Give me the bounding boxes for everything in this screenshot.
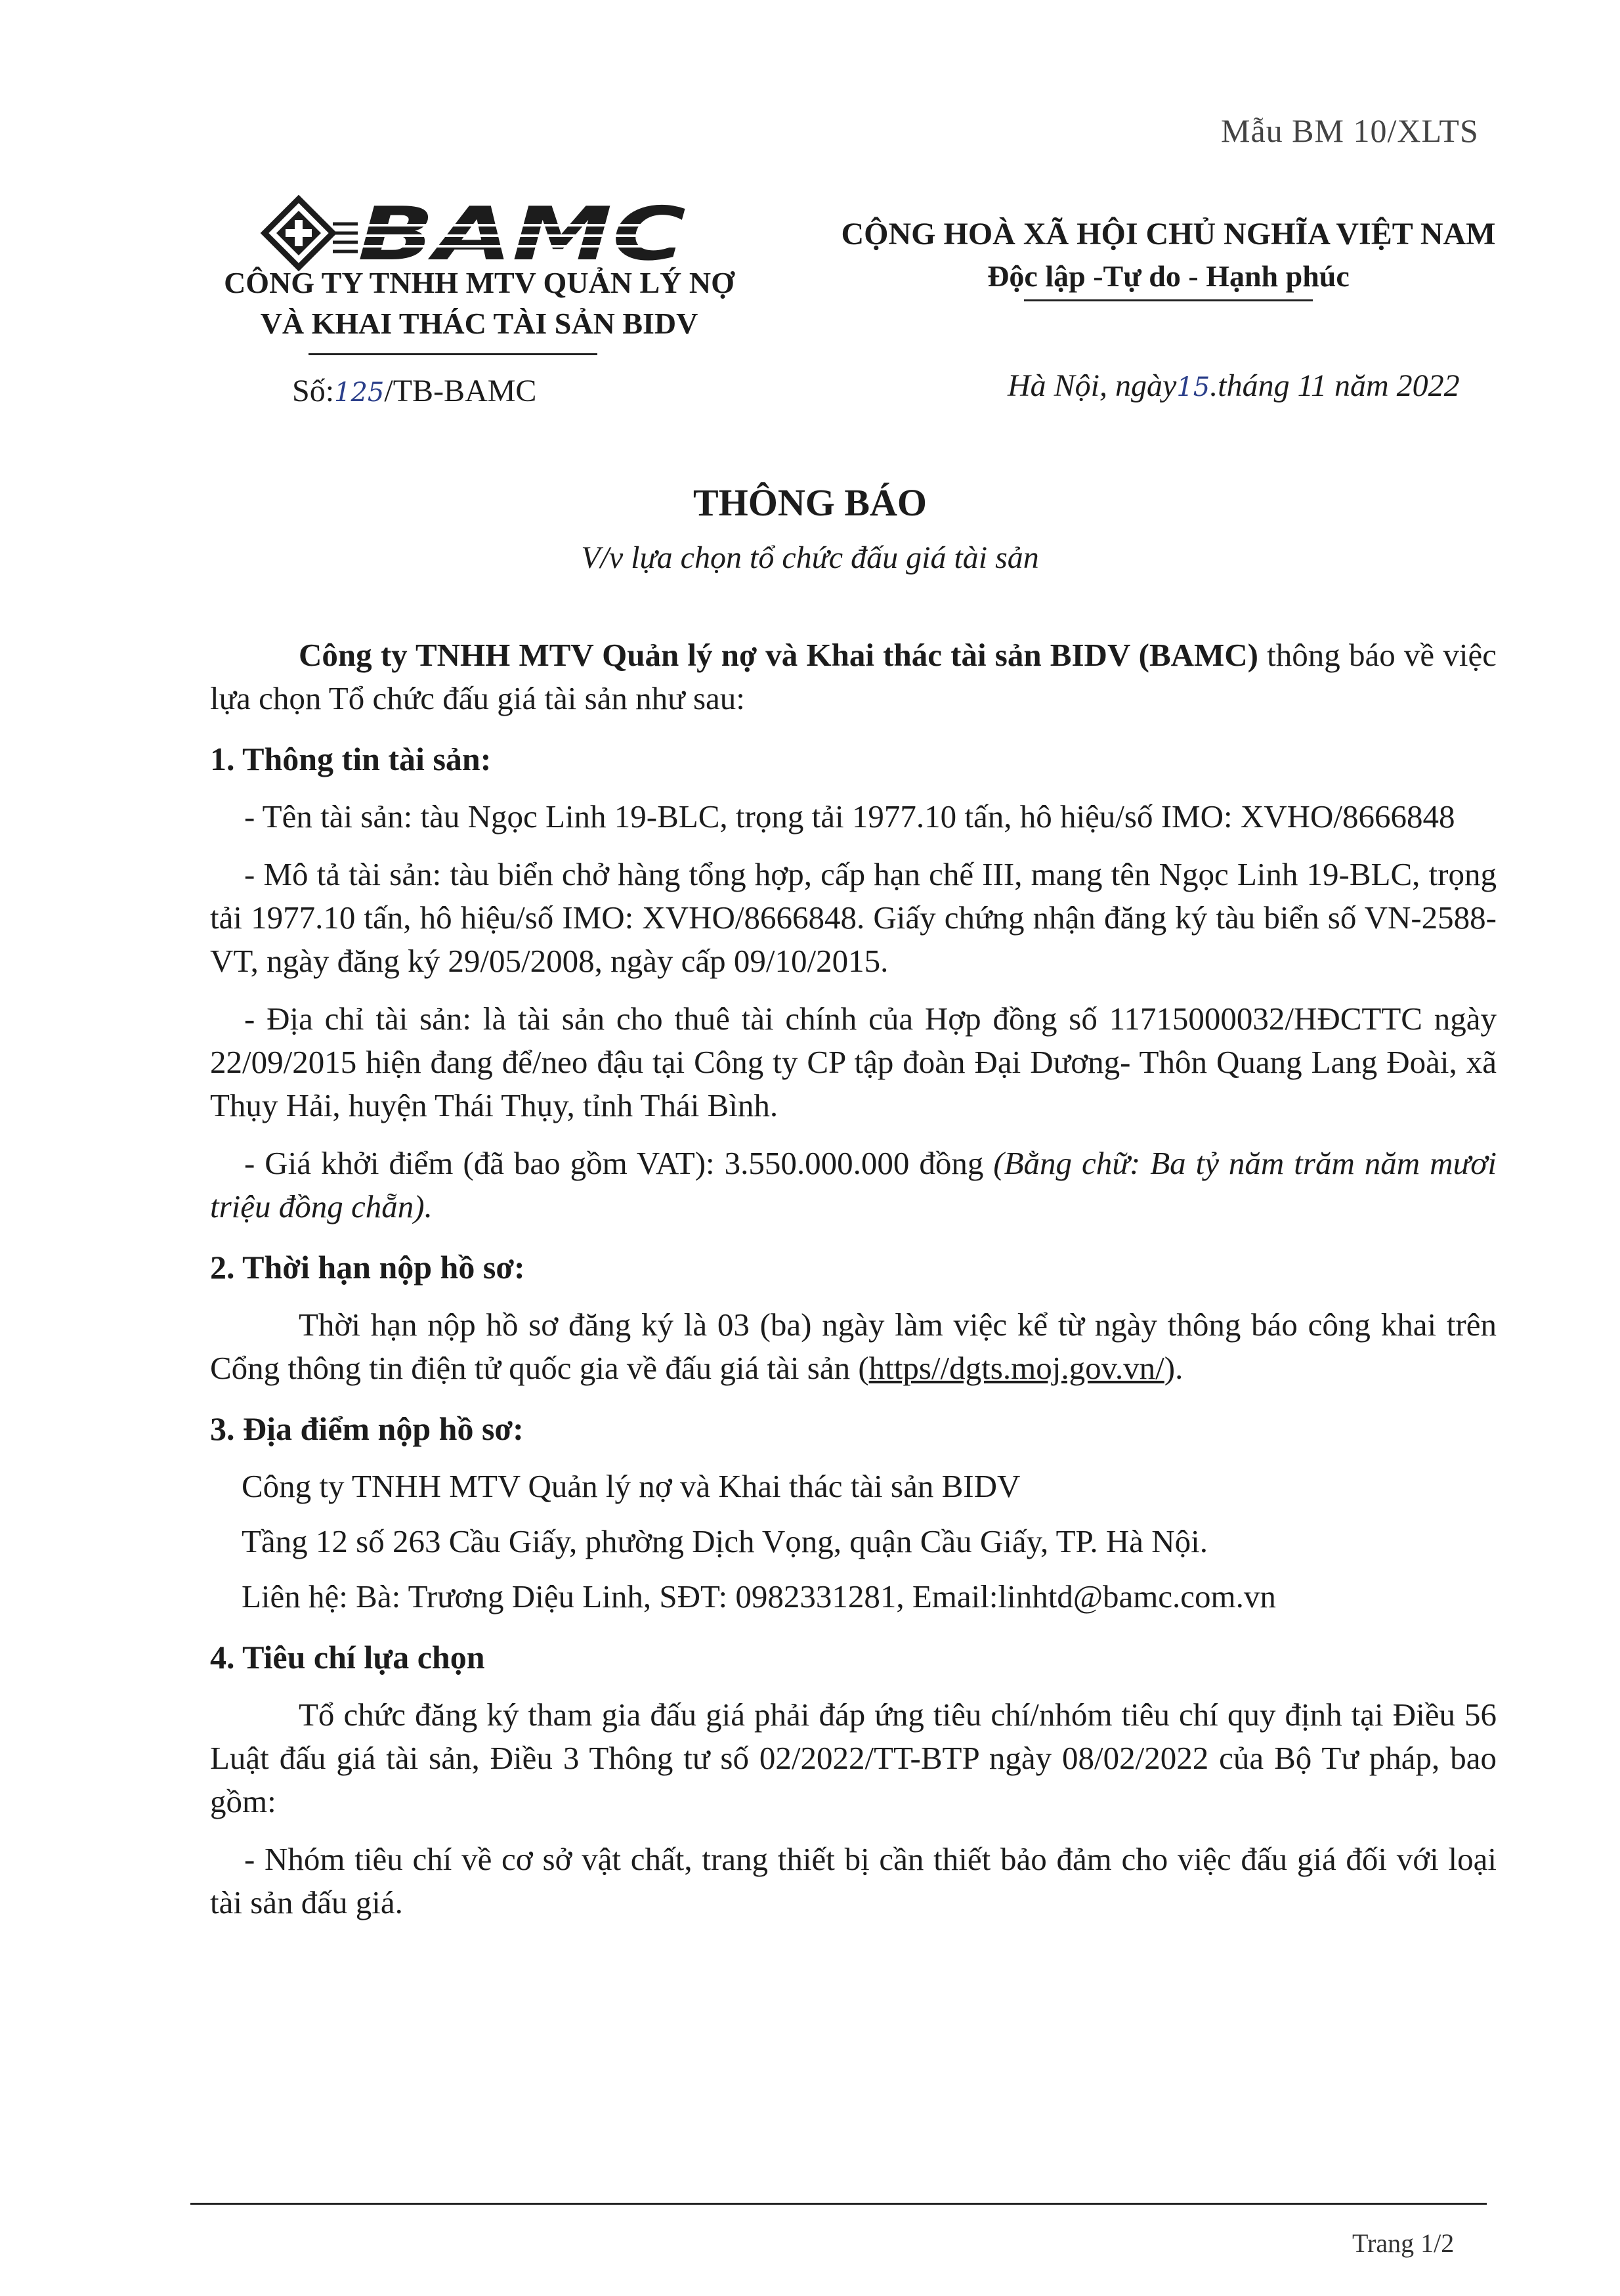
motto-underline xyxy=(1024,299,1313,301)
intro-paragraph xyxy=(210,634,1497,720)
asset-description: - Mô tả tài sản: tàu biển chở hàng tổng hợp, cấp hạn chế III, mang tên Ngọc Linh 19-BLC, trọng tải 1977.10 tấn, hô hiệu/số IMO: XVHO/8666848. Giấy chứng nhận đăng ký tàu biển số VN-2588-VT, ngày đăng ký 29/05/2008, ngày cấp 09/10/2015. xyxy=(210,856,1497,979)
page-number: Trang 1/2 xyxy=(1352,2228,1455,2258)
doc-no-prefix: Số: xyxy=(292,374,335,408)
form-code: Mẫu BM 10/XLTS xyxy=(1221,112,1479,149)
intro-company: Công ty TNHH MTV Quản lý nợ và Khai thác tài sản BIDV (BAMC) xyxy=(299,637,1258,673)
document-number xyxy=(292,373,536,409)
date-prefix: Hà Nội, ngày xyxy=(1008,368,1177,403)
company-name xyxy=(151,263,807,344)
deadline-text: Thời hạn nộp hồ sơ đăng ký là 03 (ba) ngày làm việc kể từ ngày thông báo công khai trên Cổng thông tin điện tử quốc gia về đấu giá tài sản ( xyxy=(210,1307,1497,1386)
starting-price xyxy=(210,1142,1497,1228)
section-3-heading: 3. Địa điểm nộp hồ sơ: xyxy=(210,1410,524,1447)
logo-emblem-icon xyxy=(265,199,358,267)
criteria-paragraph: Tổ chức đăng ký tham gia đấu giá phải đáp ứng tiêu chí/nhóm tiêu chí quy định tại Điều 56 Luật đấu giá tài sản, Điều 3 Thông tư số 02/2022/TT-BTP ngày 08/02/2022 của Bộ Tư pháp, bao gồm: xyxy=(210,1697,1497,1819)
section-4-heading: 4. Tiêu chí lựa chọn xyxy=(210,1639,485,1676)
logo-wordmark: BAMC xyxy=(358,194,686,272)
criteria-item-1: - Nhóm tiêu chí về cơ sở vật chất, trang thiết bị cần thiết bảo đảm cho việc đấu giá đối với loại tài sản đấu giá. xyxy=(210,1841,1497,1920)
date-suffix: .tháng 11 năm 2022 xyxy=(1210,368,1460,403)
asset-address: - Địa chỉ tài sản: là tài sản cho thuê tài chính của Hợp đồng số 11715000032/HĐCTTC ngày 22/09/2015 hiện đang để/neo đậu tại Công ty CP tập đoàn Đại Dương- Thôn Quang Lang Đoài, xã Thụy Hải, huyện Thái Thụy, tỉnh Thái Bình. xyxy=(210,1001,1497,1123)
company-underline xyxy=(309,353,597,355)
intro-text: thông báo về việc lựa chọn Tổ chức đấu giá tài sản như sau: xyxy=(210,637,1497,716)
portal-link[interactable]: https//dgts.moj.gov.vn/ xyxy=(868,1350,1164,1386)
company-line-2: VÀ KHAI THÁC TÀI SẢN BIDV xyxy=(260,307,698,340)
submission-company: Công ty TNHH MTV Quản lý nợ và Khai thác tài sản BIDV xyxy=(242,1468,1021,1504)
starting-price-in-words: (Bằng chữ: Ba tỷ năm trăm năm mươi triệu đồng chẵn). xyxy=(210,1145,1497,1224)
doc-no-handwritten: 125 xyxy=(334,378,385,408)
submission-address: Tầng 12 số 263 Cầu Giấy, phường Dịch Vọng, quận Cầu Giấy, TP. Hà Nội. xyxy=(242,1523,1208,1559)
section-2-heading: 2. Thời hạn nộp hồ sơ: xyxy=(210,1249,525,1286)
nation-motto: Độc lập -Tự do - Hạnh phúc xyxy=(987,259,1350,293)
place-date xyxy=(1008,368,1460,404)
starting-price-value: - Giá khởi điểm (đã bao gồm VAT): 3.550.000.000 đồng xyxy=(244,1145,994,1181)
date-day-handwritten: 15 xyxy=(1176,372,1210,402)
document-title: THÔNG BÁO xyxy=(693,481,927,524)
footer-rule xyxy=(190,2203,1487,2205)
national-header xyxy=(755,213,1582,297)
company-line-1: CÔNG TY TNHH MTV QUẢN LÝ NỢ xyxy=(224,266,735,299)
doc-no-suffix: /TB-BAMC xyxy=(384,374,537,408)
asset-name: - Tên tài sản: tàu Ngọc Linh 19-BLC, trọng tải 1977.10 tấn, hô hiệu/số IMO: XVHO/8666848 xyxy=(244,798,1455,834)
section-1-heading: 1. Thông tin tài sản: xyxy=(210,741,492,777)
bamc-logo xyxy=(259,194,699,272)
contact-info: Liên hệ: Bà: Trương Diệu Linh, SĐT: 0982331281, Email:linhtd@bamc.com.vn xyxy=(242,1578,1276,1614)
deadline-paragraph xyxy=(210,1303,1497,1390)
document-subject: V/v lựa chọn tổ chức đấu giá tài sản xyxy=(581,540,1039,575)
document-body xyxy=(210,634,1497,1939)
nation-name: CỘNG HOÀ XÃ HỘI CHỦ NGHĨA VIỆT NAM xyxy=(841,217,1496,251)
deadline-text-end: ). xyxy=(1164,1350,1183,1386)
